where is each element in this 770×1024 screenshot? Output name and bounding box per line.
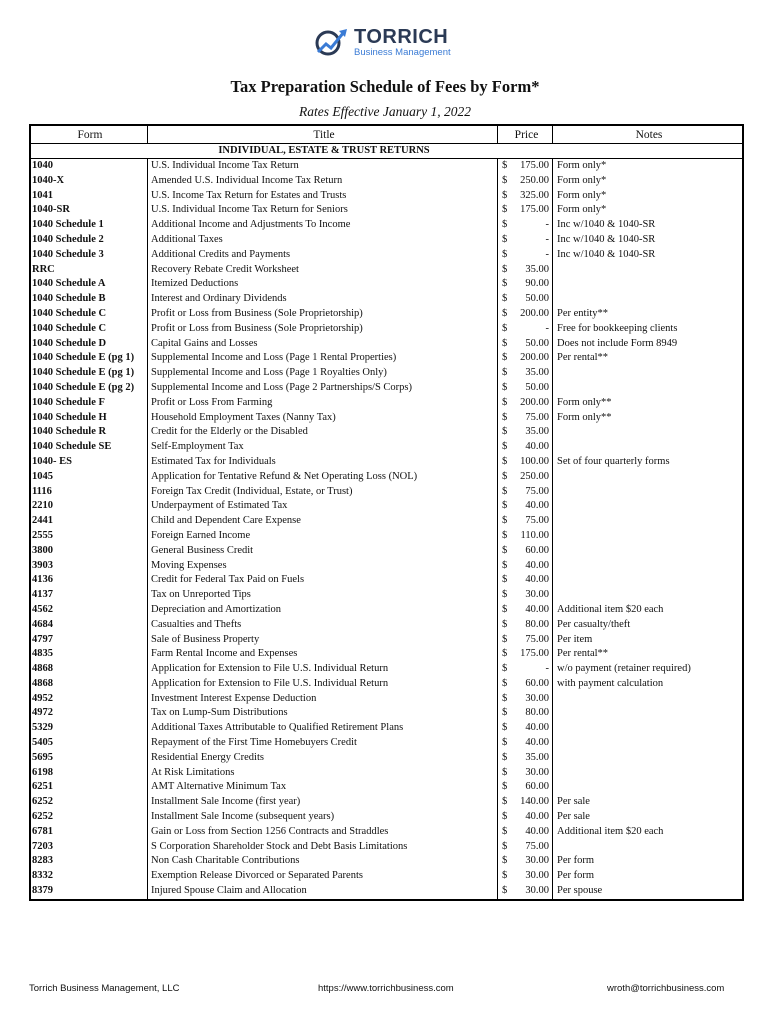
row-form: 1116 (32, 485, 52, 497)
row-title: Sale of Business Property (151, 633, 260, 645)
row-title: Application for Extension to File U.S. Individual Return (151, 677, 389, 689)
table-row (31, 307, 742, 322)
row-title: Child and Dependent Care Expense (151, 515, 301, 527)
row-title: Supplemental Income and Loss (Page 1 Royalties Only) (151, 367, 387, 379)
row-form: 8283 (32, 855, 53, 867)
table-row (31, 706, 742, 721)
table-row (31, 692, 742, 707)
row-form: 1040 Schedule 1 (32, 219, 104, 231)
row-currency: $ (502, 529, 508, 541)
row-price: 200.00 (520, 352, 549, 364)
row-title: U.S. Individual Income Tax Return (151, 160, 299, 171)
row-price: 80.00 (525, 707, 549, 719)
row-title: Supplemental Income and Loss (Page 1 Rental Properties) (151, 352, 397, 364)
row-price: 40.00 (525, 559, 549, 571)
table-body (29, 159, 744, 901)
row-price: 30.00 (525, 692, 549, 704)
row-price: 40.00 (525, 500, 549, 512)
row-notes: Inc w/1040 & 1040-SR (557, 248, 656, 260)
row-currency: $ (502, 663, 508, 675)
brand-name: TORRICH (354, 26, 449, 48)
row-title: Credit for the Elderly or the Disabled (151, 426, 308, 438)
table-row (31, 766, 742, 781)
row-form: 1040 Schedule 3 (32, 248, 104, 260)
row-price: - (545, 219, 549, 231)
column-header-notes: Notes (635, 129, 663, 141)
row-currency: $ (502, 766, 508, 778)
row-price: 30.00 (525, 855, 549, 867)
row-currency: $ (502, 396, 508, 408)
table-row (31, 351, 742, 366)
brand-subtitle: Business Management (354, 47, 451, 58)
row-currency: $ (502, 367, 508, 379)
table-row (31, 854, 742, 869)
table-row (31, 544, 742, 559)
row-title: Amended U.S. Individual Income Tax Return (151, 174, 343, 186)
row-form: 2210 (32, 500, 53, 512)
row-price: 60.00 (525, 677, 549, 689)
row-form: 8379 (32, 885, 53, 897)
fee-table (29, 124, 744, 901)
table-row (31, 411, 742, 426)
row-currency: $ (502, 248, 508, 260)
row-form: 4868 (32, 663, 53, 675)
row-price: 250.00 (520, 470, 549, 482)
table-row (31, 396, 742, 411)
column-header-title: Title (313, 129, 335, 141)
page-title: Tax Preparation Schedule of Fees by Form* (230, 77, 540, 96)
row-currency: $ (502, 219, 508, 231)
table-row (31, 322, 742, 337)
row-title: Estimated Tax for Individuals (151, 455, 276, 467)
row-notes: Per rental** (557, 648, 609, 660)
row-title: Non Cash Charitable Contributions (151, 855, 300, 867)
row-price: 175.00 (520, 204, 549, 216)
row-price: 75.00 (525, 411, 549, 423)
row-form: 1040-X (32, 174, 65, 186)
row-form: 1045 (32, 470, 53, 482)
row-form: 1040 Schedule D (32, 337, 107, 349)
table-row (31, 721, 742, 736)
table-row (31, 470, 742, 485)
row-form: 1040 Schedule E (pg 1) (32, 367, 135, 379)
row-price: 75.00 (525, 515, 549, 527)
row-price: 250.00 (520, 174, 549, 186)
row-currency: $ (502, 485, 508, 497)
row-title: Interest and Ordinary Dividends (151, 293, 287, 305)
row-title: Additional Income and Adjustments To Income (151, 219, 351, 231)
row-price: 200.00 (520, 307, 549, 319)
table-row (31, 499, 742, 514)
row-title: Casualties and Thefts (151, 618, 242, 630)
table-row (31, 810, 742, 825)
row-notes: with payment calculation (557, 677, 664, 689)
row-currency: $ (502, 559, 508, 571)
row-price: 40.00 (525, 441, 549, 453)
row-currency: $ (502, 515, 508, 527)
row-form: 5329 (32, 722, 53, 734)
row-notes: Per form (557, 855, 595, 867)
row-form: 1041 (32, 189, 53, 201)
column-divider (552, 126, 553, 143)
row-price: 35.00 (525, 426, 549, 438)
row-price: 75.00 (525, 485, 549, 497)
row-title: Tax on Unreported Tips (151, 589, 251, 601)
row-currency: $ (502, 470, 508, 482)
row-currency: $ (502, 722, 508, 734)
row-currency: $ (502, 352, 508, 364)
row-title: Capital Gains and Losses (151, 337, 258, 349)
row-title: Credit for Federal Tax Paid on Fuels (151, 574, 305, 586)
row-notes: Per casualty/theft (557, 618, 631, 630)
row-title: General Business Credit (151, 544, 254, 556)
row-title: Repayment of the First Time Homebuyers Credit (151, 737, 357, 749)
row-title: Self-Employment Tax (151, 441, 244, 453)
row-price: 60.00 (525, 544, 549, 556)
row-notes: Inc w/1040 & 1040-SR (557, 233, 656, 245)
table-row (31, 633, 742, 648)
table-row (31, 736, 742, 751)
row-title: Gain or Loss from Section 1256 Contracts and Straddles (151, 825, 389, 837)
table-row (31, 292, 742, 307)
row-form: 7203 (32, 840, 53, 852)
row-title: At Risk Limitations (151, 766, 235, 778)
row-title: Additional Taxes (151, 233, 223, 245)
table-row (31, 381, 742, 396)
table-header (29, 124, 744, 144)
table-row (31, 529, 742, 544)
row-title: Profit or Loss from Business (Sole Proprietorship) (151, 322, 363, 334)
row-title: Application for Extension to File U.S. Individual Return (151, 663, 389, 675)
table-row (31, 603, 742, 618)
row-form: 6252 (32, 811, 53, 823)
table-row (31, 425, 742, 440)
table-row (31, 218, 742, 233)
column-header-form: Form (77, 129, 103, 141)
row-price: 60.00 (525, 781, 549, 793)
row-currency: $ (502, 618, 508, 630)
row-title: Depreciation and Amortization (151, 603, 282, 615)
row-title: Farm Rental Income and Expenses (151, 648, 298, 660)
row-form: 4137 (32, 589, 53, 601)
row-price: 30.00 (525, 589, 549, 601)
row-title: Recovery Rebate Credit Worksheet (151, 263, 299, 275)
row-form: 1040 Schedule C (32, 307, 107, 319)
row-price: 40.00 (525, 825, 549, 837)
row-title: Installment Sale Income (subsequent years) (151, 811, 335, 823)
column-divider (147, 126, 148, 143)
row-form: 1040 Schedule E (pg 1) (32, 352, 135, 364)
row-form: 6252 (32, 796, 53, 808)
table-row (31, 647, 742, 662)
row-price: - (545, 233, 549, 245)
footer-company: Torrich Business Management, LLC (29, 983, 180, 994)
table-row (31, 618, 742, 633)
row-title: Supplemental Income and Loss (Page 2 Partnerships/S Corps) (151, 381, 413, 393)
row-form: 4952 (32, 692, 53, 704)
row-currency: $ (502, 189, 508, 201)
row-currency: $ (502, 307, 508, 319)
table-row (31, 233, 742, 248)
row-title: Foreign Tax Credit (Individual, Estate, or Trust) (151, 485, 353, 497)
row-price: 50.00 (525, 337, 549, 349)
row-currency: $ (502, 692, 508, 704)
table-row (31, 159, 742, 174)
row-form: 4797 (32, 633, 53, 645)
row-currency: $ (502, 855, 508, 867)
row-price: 35.00 (525, 751, 549, 763)
row-currency: $ (502, 381, 508, 393)
row-currency: $ (502, 500, 508, 512)
table-row (31, 277, 742, 292)
row-currency: $ (502, 544, 508, 556)
row-form: 6251 (32, 781, 53, 793)
row-currency: $ (502, 781, 508, 793)
table-row (31, 825, 742, 840)
column-divider (497, 126, 498, 143)
row-form: 1040 Schedule C (32, 322, 107, 334)
row-notes: Per rental** (557, 352, 609, 364)
row-notes: Additional item $20 each (557, 825, 664, 837)
row-price: 75.00 (525, 840, 549, 852)
row-price: 50.00 (525, 381, 549, 393)
row-price: 30.00 (525, 885, 549, 897)
row-notes: Form only** (557, 411, 612, 423)
row-price: - (545, 322, 549, 334)
chart-arrow-logo-icon (314, 26, 354, 58)
row-notes: Does not include Form 8949 (557, 337, 678, 349)
row-title: Injured Spouse Claim and Allocation (151, 885, 307, 897)
row-price: 100.00 (520, 455, 549, 467)
row-currency: $ (502, 174, 508, 186)
table-row (31, 203, 742, 218)
row-title: Application for Tentative Refund & Net Operating Loss (NOL) (151, 470, 418, 482)
row-notes: Form only* (557, 204, 607, 216)
row-currency: $ (502, 337, 508, 349)
table-row (31, 869, 742, 884)
table-row (31, 559, 742, 574)
row-title: Itemized Deductions (151, 278, 239, 290)
row-notes: Form only* (557, 174, 607, 186)
row-title: Underpayment of Estimated Tax (151, 500, 288, 512)
table-row (31, 662, 742, 677)
row-form: 1040 Schedule R (32, 426, 107, 438)
table-row (31, 263, 742, 278)
row-form: RRC (32, 263, 55, 275)
row-notes: Form only** (557, 396, 612, 408)
row-currency: $ (502, 840, 508, 852)
row-title: Installment Sale Income (first year) (151, 796, 301, 808)
row-notes: Per entity** (557, 307, 609, 319)
row-price: 90.00 (525, 278, 549, 290)
row-form: 4684 (32, 618, 53, 630)
row-currency: $ (502, 870, 508, 882)
row-notes: w/o payment (retainer required) (557, 663, 691, 675)
row-currency: $ (502, 574, 508, 586)
row-form: 2441 (32, 515, 53, 527)
row-price: 175.00 (520, 160, 549, 171)
row-title: Exemption Release Divorced or Separated Parents (151, 870, 363, 882)
section-label: INDIVIDUAL, ESTATE & TRUST RETURNS (218, 145, 430, 156)
row-form: 1040 Schedule F (32, 396, 105, 408)
row-currency: $ (502, 751, 508, 763)
row-currency: $ (502, 278, 508, 290)
row-form: 1040-SR (32, 204, 70, 216)
row-currency: $ (502, 811, 508, 823)
row-notes: Per form (557, 870, 595, 882)
row-currency: $ (502, 633, 508, 645)
row-form: 1040 Schedule B (32, 293, 106, 305)
row-price: 40.00 (525, 574, 549, 586)
row-form: 4562 (32, 603, 53, 615)
row-price: - (545, 663, 549, 675)
row-title: Foreign Earned Income (151, 529, 251, 541)
table-row (31, 366, 742, 381)
row-form: 1040 Schedule SE (32, 441, 112, 453)
row-currency: $ (502, 160, 508, 171)
row-price: 80.00 (525, 618, 549, 630)
row-price: 30.00 (525, 766, 549, 778)
row-form: 1040 Schedule H (32, 411, 107, 423)
table-row (31, 440, 742, 455)
row-form: 4972 (32, 707, 53, 719)
row-currency: $ (502, 648, 508, 660)
footer-website-link[interactable]: https://www.torrichbusiness.com (318, 983, 454, 994)
row-notes: Per spouse (557, 885, 603, 897)
row-notes: Per item (557, 633, 593, 645)
row-title: Moving Expenses (151, 559, 227, 571)
row-price: 40.00 (525, 737, 549, 749)
row-title: Additional Credits and Payments (151, 248, 291, 260)
row-price: 75.00 (525, 633, 549, 645)
row-price: 175.00 (520, 648, 549, 660)
row-currency: $ (502, 204, 508, 216)
row-currency: $ (502, 455, 508, 467)
row-currency: $ (502, 825, 508, 837)
row-form: 4868 (32, 677, 53, 689)
table-row (31, 248, 742, 263)
row-currency: $ (502, 603, 508, 615)
row-form: 6198 (32, 766, 53, 778)
row-title: Investment Interest Expense Deduction (151, 692, 317, 704)
row-notes: Form only* (557, 189, 607, 201)
row-price: 140.00 (520, 796, 549, 808)
row-notes: Free for bookkeeping clients (557, 322, 678, 334)
row-form: 1040 Schedule E (pg 2) (32, 381, 135, 393)
row-price: 40.00 (525, 811, 549, 823)
footer-email-link[interactable]: wroth@torrichbusiness.com (607, 983, 725, 994)
row-form: 8332 (32, 870, 53, 882)
row-currency: $ (502, 426, 508, 438)
row-currency: $ (502, 411, 508, 423)
row-currency: $ (502, 677, 508, 689)
row-price: 30.00 (525, 870, 549, 882)
row-price: 40.00 (525, 722, 549, 734)
row-title: S Corporation Shareholder Stock and Debt Basis Limitations (151, 840, 408, 852)
table-row (31, 485, 742, 500)
row-currency: $ (502, 796, 508, 808)
table-row (31, 174, 742, 189)
row-currency: $ (502, 263, 508, 275)
row-form: 3903 (32, 559, 53, 571)
table-row (31, 573, 742, 588)
row-price: 200.00 (520, 396, 549, 408)
table-row (31, 514, 742, 529)
row-title: Profit or Loss From Farming (151, 396, 273, 408)
row-form: 1040 Schedule 2 (32, 233, 104, 245)
row-price: 40.00 (525, 603, 549, 615)
table-row (31, 884, 742, 899)
table-row (31, 337, 742, 352)
row-notes: Per sale (557, 796, 590, 808)
row-form: 6781 (32, 825, 53, 837)
table-row (31, 780, 742, 795)
row-currency: $ (502, 737, 508, 749)
row-currency: $ (502, 707, 508, 719)
row-price: 325.00 (520, 189, 549, 201)
row-title: Additional Taxes Attributable to Qualified Retirement Plans (151, 722, 404, 734)
row-title: U.S. Individual Income Tax Return for Seniors (151, 204, 348, 216)
table-row (31, 588, 742, 603)
row-notes: Form only* (557, 160, 607, 171)
table-row (31, 189, 742, 204)
row-title: U.S. Income Tax Return for Estates and Trusts (151, 189, 347, 201)
row-form: 2555 (32, 529, 53, 541)
row-price: 50.00 (525, 293, 549, 305)
row-currency: $ (502, 885, 508, 897)
table-row (31, 455, 742, 470)
row-form: 5405 (32, 737, 53, 749)
row-notes: Set of four quarterly forms (557, 455, 670, 467)
row-currency: $ (502, 441, 508, 453)
table-row (31, 677, 742, 692)
row-currency: $ (502, 322, 508, 334)
row-title: Tax on Lump-Sum Distributions (151, 707, 288, 719)
row-form: 1040 (32, 160, 53, 171)
row-title: Household Employment Taxes (Nanny Tax) (151, 411, 336, 423)
row-form: 5695 (32, 751, 53, 763)
company-logo (314, 26, 464, 60)
row-title: Profit or Loss from Business (Sole Proprietorship) (151, 307, 363, 319)
table-row (31, 751, 742, 766)
row-price: 110.00 (520, 529, 549, 541)
table-row (31, 840, 742, 855)
table-row (31, 795, 742, 810)
row-form: 1040 Schedule A (32, 278, 106, 290)
page-subtitle: Rates Effective January 1, 2022 (298, 104, 472, 119)
row-form: 3800 (32, 544, 53, 556)
section-header (29, 144, 744, 159)
row-title: AMT Alternative Minimum Tax (151, 781, 287, 793)
row-price: 35.00 (525, 367, 549, 379)
row-form: 4835 (32, 648, 53, 660)
column-header-price: Price (514, 129, 539, 141)
row-notes: Additional item $20 each (557, 603, 664, 615)
row-currency: $ (502, 293, 508, 305)
row-title: Residential Energy Credits (151, 751, 264, 763)
row-price: - (545, 248, 549, 260)
row-notes: Inc w/1040 & 1040-SR (557, 219, 656, 231)
row-form: 4136 (32, 574, 53, 586)
row-currency: $ (502, 233, 508, 245)
row-form: 1040- ES (32, 455, 72, 467)
row-currency: $ (502, 589, 508, 601)
row-price: 35.00 (525, 263, 549, 275)
row-notes: Per sale (557, 811, 590, 823)
